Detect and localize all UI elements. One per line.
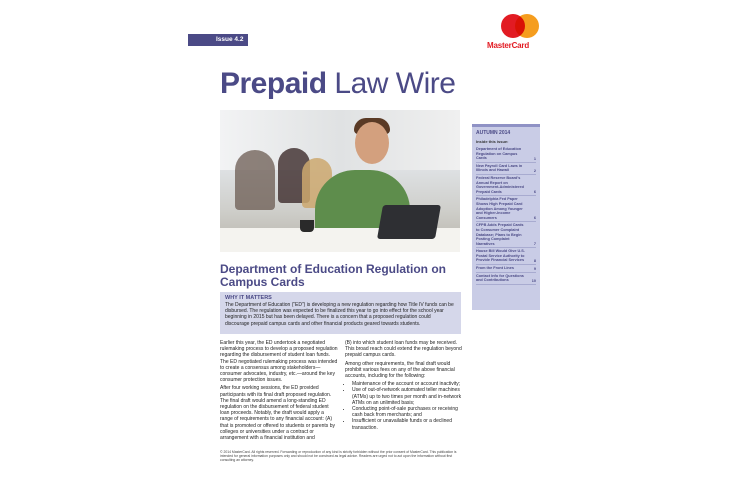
contents-item[interactable] xyxy=(476,222,536,248)
article-paragraph: After four working sessions, the ED provided participants with its final draft proposed regulation. The final draft would amend a long-standing ED regulation on the disbursement of federal student loan proceeds. Notably, the draft would apply a range of requirements to any financial account: (A) that is promoted or offered to students or parents by colleges or universities under a contract or arrangement with a financial institution and xyxy=(220,385,335,442)
article-paragraph: Earlier this year, the ED undertook a negotiated rulemaking process to develop a proposed regulation regarding the disbursement of student loan funds. The ED negotiated rulemaking process was intended to create a consensus among stakeholders—consumer advocates, industry, etc.—around the key consumer protection issues. xyxy=(220,340,338,384)
brand-wordmark: MasterCard xyxy=(487,41,530,50)
contents-item-page: 1 xyxy=(533,156,536,161)
why-text: The Department of Education (“ED”) is developing a new regulation regarding how Title IV funds can be disbursed. The regulation was expected to be finalized this year to go into effect for the school year beginning in 2015 but has been delayed. There is a concern that a proposed regulation could discourage prepaid campus cards and other financial products geared towards students. xyxy=(225,302,454,327)
logo-yellow-circle xyxy=(515,14,539,38)
masthead-bold: Prepaid xyxy=(220,67,327,100)
article-column-right xyxy=(345,340,463,431)
contents-item[interactable] xyxy=(476,146,536,163)
contents-item-title: Federal Reserve Board's Annual Report on Government-Administered Prepaid Cards xyxy=(476,175,524,194)
sidebar-season: AUTUMN 2014 xyxy=(476,130,511,136)
article-headline: Department of Education Regulation on Campus Cards xyxy=(220,262,447,289)
cover-photo xyxy=(220,110,460,252)
article-paragraph: Among other requirements, the final draft would prohibit various fees on any of the above financial accounts, including for the following: xyxy=(345,360,455,380)
photo-coffee-cup xyxy=(300,220,314,232)
contents-item-title: House Bill Would Give U.S. Postal Service Authority to Provide Financial Services xyxy=(476,249,525,263)
fee-list xyxy=(345,381,463,431)
issue-tag: Issue 4.2 xyxy=(188,34,248,46)
contents-item-title: Contact Info for Questions and Contributions xyxy=(476,273,524,283)
sidebar-inside-heading: Inside this issue: xyxy=(476,139,509,144)
masthead-rest: Law Wire xyxy=(326,67,456,100)
contents-item-title: Philadelphia Fed Paper Shows High Prepaid Card Adoption Among Younger and Higher-Income Consumers xyxy=(476,197,523,220)
fee-list-item: • Insufficient or unavailable funds or a declined transaction. xyxy=(352,418,463,430)
contents-item-page: 6 xyxy=(533,190,536,195)
contents-item[interactable] xyxy=(476,265,536,273)
contents-item-page: 6 xyxy=(533,216,536,221)
article-paragraph: (B) into which student loan funds may be received. This broad reach could extend the regulation beyond prepaid campus cards. xyxy=(345,340,462,359)
photo-background-person xyxy=(235,150,275,210)
legal-footer: © 2014 MasterCard. All rights reserved. Forwarding or reproduction of any kind is strictly forbidden without the prior consent of MasterCard. This publication is intended for general information purposes only and should not be construed as legal advice. Readers are urged not to act upon the information without first consulting an attorney. xyxy=(220,450,457,463)
contents-item[interactable] xyxy=(476,175,536,196)
masthead-title xyxy=(220,67,455,101)
contents-item[interactable] xyxy=(476,163,536,175)
contents-sidebar xyxy=(472,124,540,310)
why-heading: WHY IT MATTERS xyxy=(225,295,272,301)
fee-list-item: • Maintenance of the account or account inactivity; xyxy=(352,381,463,387)
contents-item[interactable] xyxy=(476,196,536,222)
fee-list-item: • Use of out-of-network automated teller machines (ATMs) up to two times per month and in-network ATMs on an unlimited basis; xyxy=(352,387,463,406)
contents-item-title: Department of Education Regulation on Campus Cards xyxy=(476,147,522,161)
contents-item-page: 8 xyxy=(533,259,536,264)
contents-item[interactable] xyxy=(476,273,536,285)
contents-item-page: 9 xyxy=(533,266,536,271)
why-it-matters-box xyxy=(220,292,461,334)
contents-item-page: 10 xyxy=(531,278,536,283)
contents-item-page: 7 xyxy=(533,242,536,247)
contents-item-title: New Payroll Card Laws in Illinois and Hawaii xyxy=(476,163,523,173)
fee-list-item: • Conducting point-of-sale purchases or receiving cash back from merchants; and xyxy=(352,406,463,418)
article-column-left xyxy=(220,340,338,443)
photo-tablet xyxy=(377,205,441,239)
contents-item[interactable] xyxy=(476,248,536,265)
contents-item-title: CFPB Adds Prepaid Cards to Consumer Complaint Database; Plans to Begin Posting Complaint Narratives xyxy=(476,223,524,246)
mastercard-logo xyxy=(497,14,539,42)
contents-item-title: From the Front Lines xyxy=(476,266,514,271)
contents-item-page: 2 xyxy=(533,168,536,173)
photo-student-head xyxy=(355,122,389,164)
